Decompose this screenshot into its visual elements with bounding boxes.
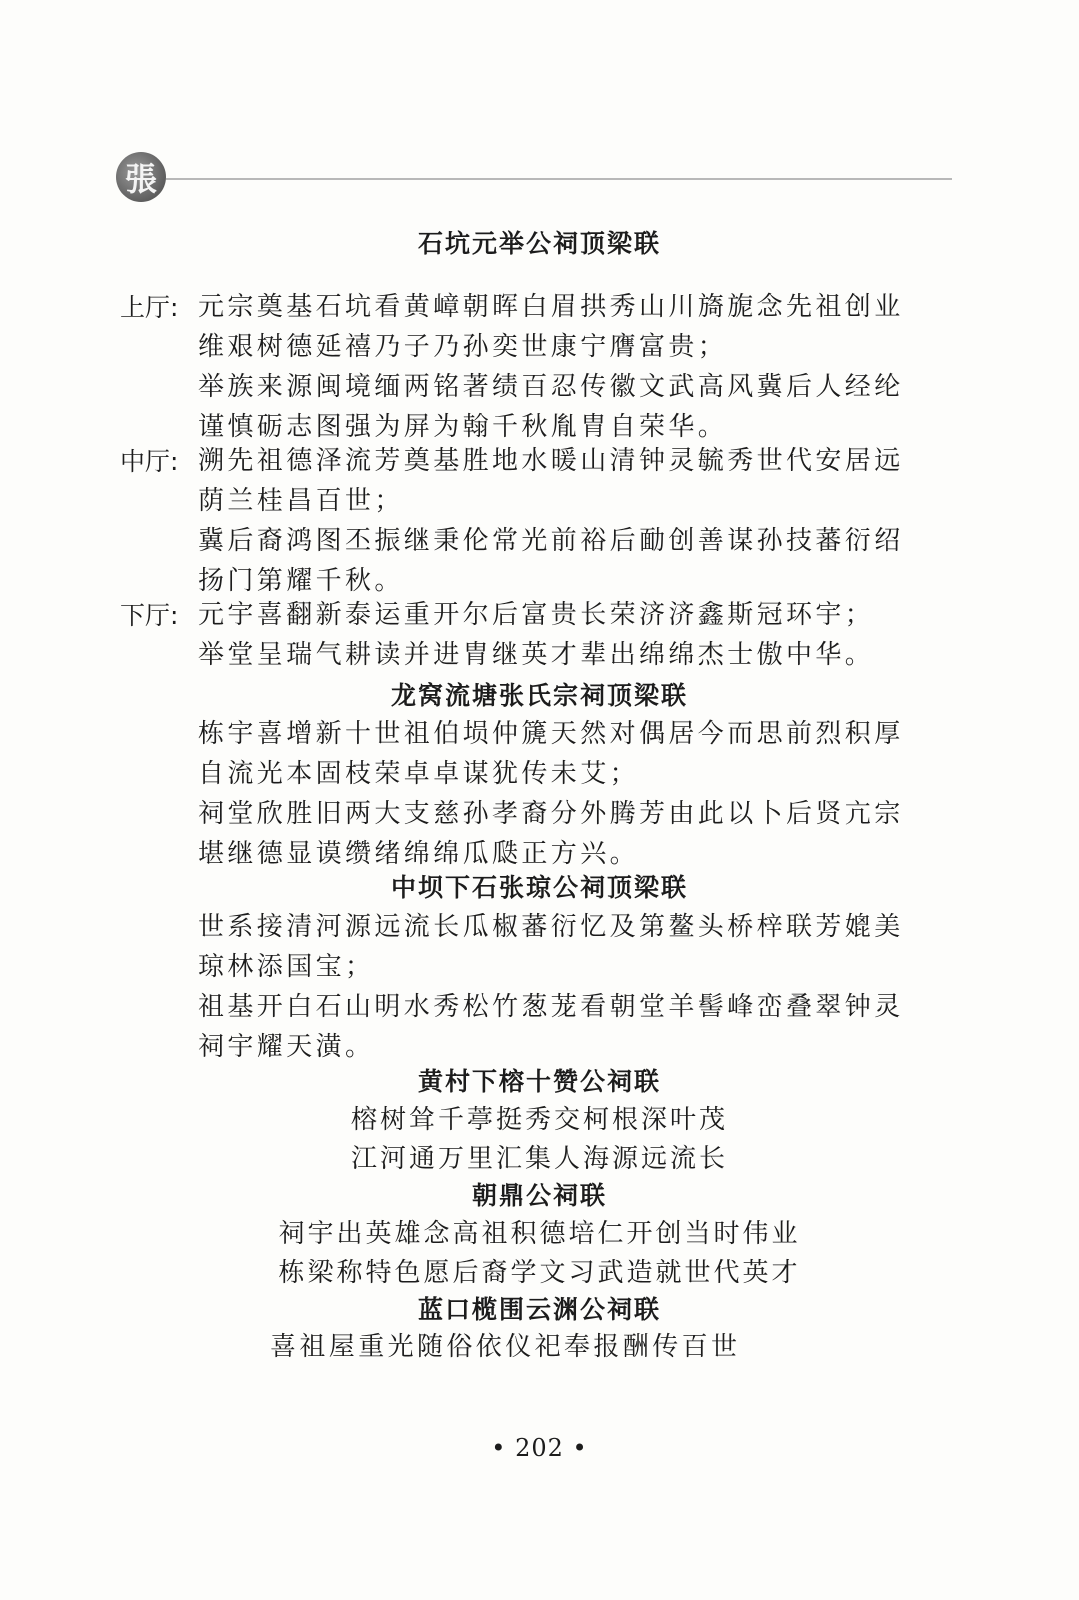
couplet-line: 世系接清河源远流长瓜椒蕃衍忆及第鳌头桥梓联芳媲美 <box>198 912 904 942</box>
section-title: 黄村下榕十赞公祠联 <box>417 1067 661 1096</box>
hall-label-middle: 中厅: <box>120 447 179 476</box>
section-title: 中坝下石张琼公祠顶梁联 <box>390 873 688 902</box>
hall-label-lower: 下厅: <box>120 601 179 630</box>
couplet-line: 自流光本固枝荣卓卓谋犹传未艾； <box>198 759 640 789</box>
section-title: 石坑元举公祠顶梁联 <box>417 229 661 258</box>
couplet-line: 元宗奠基石坑看黄嶂朝晖白眉拱秀山川旖旎念先祖创业 <box>198 292 904 322</box>
couplet-line: 谨慎砺志图强为屏为翰千秋胤胄自荣华。 <box>198 412 728 442</box>
header-logo: 張 <box>116 152 166 202</box>
hall-label-upper: 上厅: <box>120 293 179 322</box>
couplet-line: 祠宇耀天潢。 <box>198 1032 375 1062</box>
couplet-line: 祠宇出英雄念高祖积德培仁开创当时伟业 <box>278 1219 801 1249</box>
section-title: 龙窝流塘张氏宗祠顶梁联 <box>390 681 688 710</box>
couplet-line: 江河通万里汇集人海源远流长 <box>350 1144 728 1174</box>
couplet-line: 栋宇喜增新十世祖伯埙仲篪天然对偶居今而思前烈积厚 <box>198 719 904 749</box>
couplet-line: 祖基开白石山明水秀松竹葱茏看朝堂羊髻峰峦叠翠钟灵 <box>198 992 904 1022</box>
couplet-line: 祠堂欣胜旧两大支慈孙孝裔分外腾芳由此以卜后贤亢宗 <box>198 799 904 829</box>
couplet-line: 荫兰桂昌百世； <box>198 486 404 516</box>
header-rule <box>166 178 952 180</box>
couplet-line: 榕树耸千葶挺秀交柯根深叶茂 <box>350 1105 728 1135</box>
couplet-line: 元宇喜翻新泰运重开尔后富贵长荣济济鑫斯冠环宇； <box>198 600 875 630</box>
couplet-line: 栋梁称特色愿后裔学文习武造就世代英才 <box>278 1258 801 1288</box>
couplet-line: 冀后裔鸿图丕振继秉伦常光前裕后勔创善谋孙技蕃衍绍 <box>198 526 904 556</box>
couplet-line: 溯先祖德泽流芳奠基胜地水暖山清钟灵毓秀世代安居远 <box>198 446 904 476</box>
couplet-line: 堪继德显谟缵绪绵绵瓜瓞正方兴。 <box>198 839 640 869</box>
couplet-line: 举堂呈瑞气耕读并进胄继英才辈出绵绵杰士傲中华。 <box>198 640 875 670</box>
page-number: • 202 • <box>491 1434 588 1462</box>
couplet-line: 举族来源闽境缅两铭著绩百忍传徽文武高风冀后人经纶 <box>198 372 904 402</box>
section-title: 朝鼎公祠联 <box>471 1181 607 1210</box>
section-title: 蓝口榄围云渊公祠联 <box>417 1295 661 1324</box>
couplet-line: 扬门第耀千秋。 <box>198 566 404 596</box>
couplet-line: 维艰树德延禧乃子乃孙奕世康宁膺富贵； <box>198 332 728 362</box>
couplet-line: 琼林添国宝； <box>198 952 375 982</box>
couplet-line: 喜祖屋重光随俗依仪祀奉报酬传百世 <box>270 1332 741 1362</box>
